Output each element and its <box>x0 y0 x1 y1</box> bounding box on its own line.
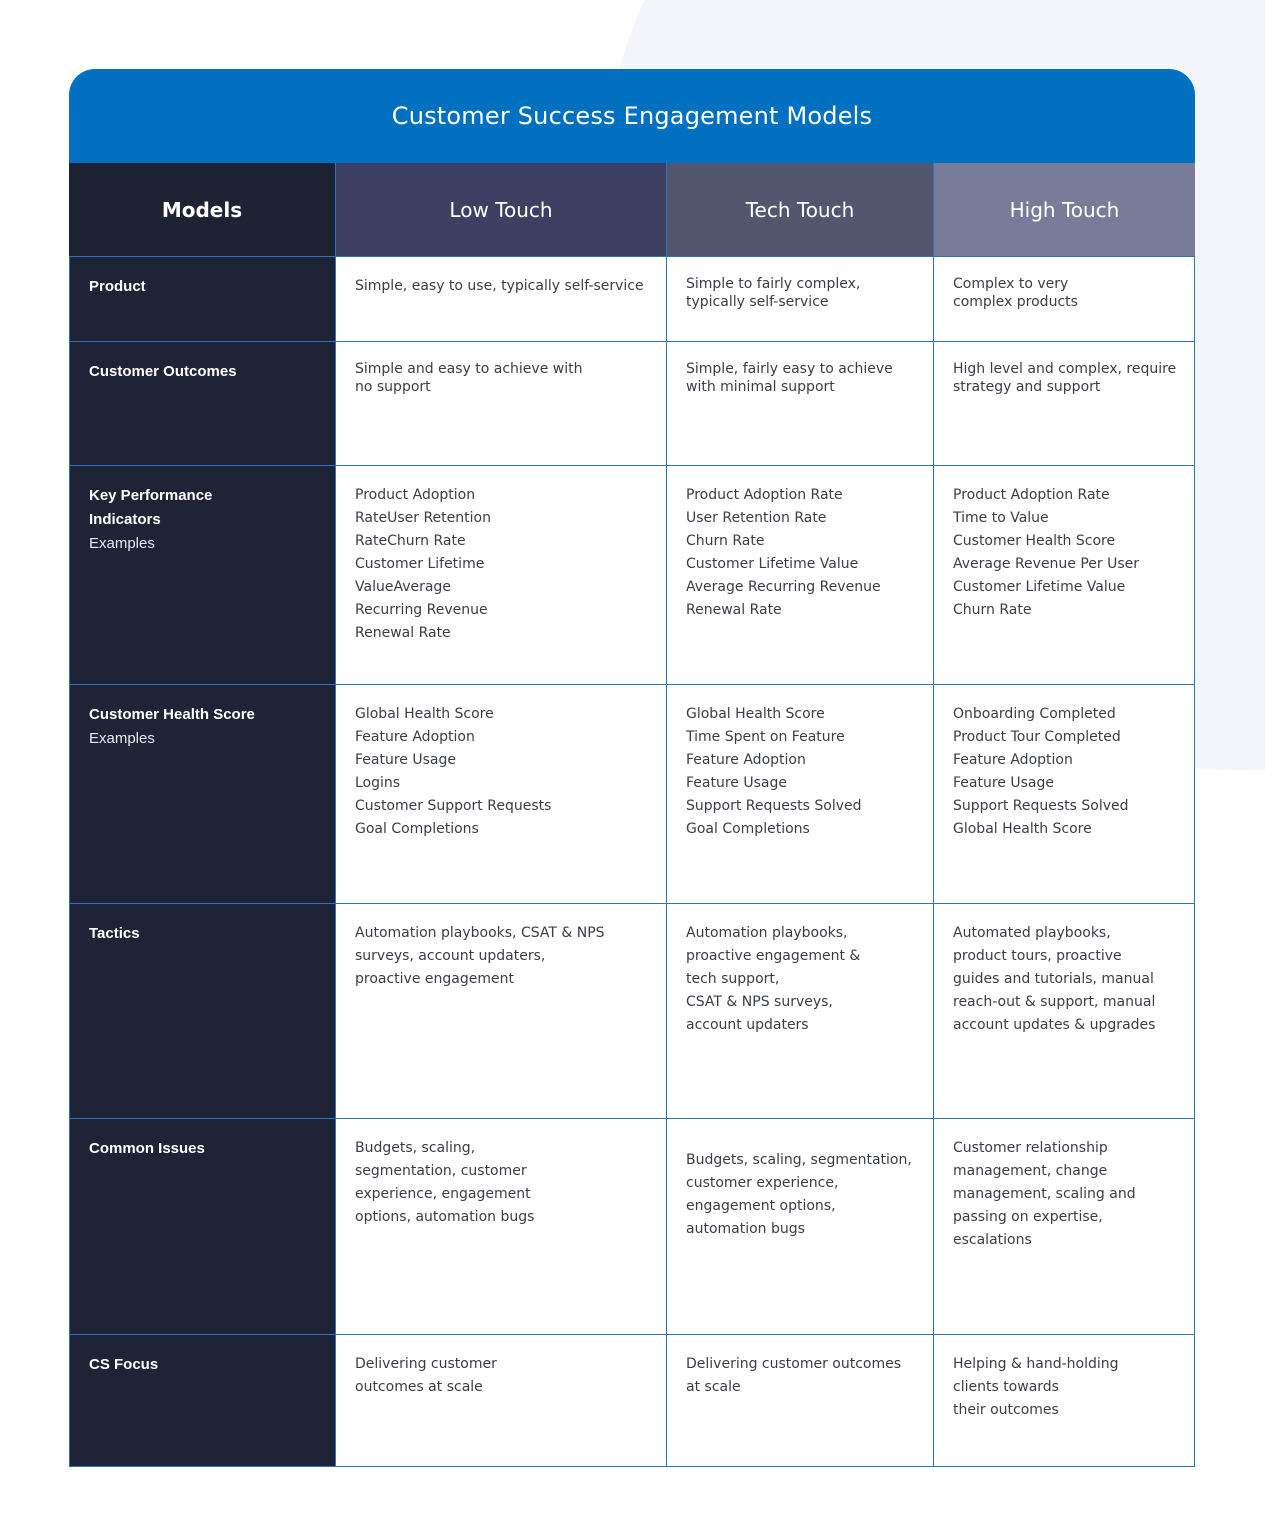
cell-line: Churn Rate <box>953 602 1032 618</box>
cell-line: Feature Usage <box>953 775 1054 791</box>
cell-low-touch <box>335 342 666 465</box>
cell-line: Delivering customer <box>355 1356 497 1372</box>
cell-line: engagement options, <box>686 1198 836 1214</box>
cell-line: complex products <box>953 294 1078 310</box>
cell-line: Feature Adoption <box>355 729 475 745</box>
cell-line: tech support, <box>686 971 780 987</box>
cell-line: options, automation bugs <box>355 1209 535 1225</box>
row-customer-outcomes <box>69 342 1195 466</box>
cell-line: account updaters <box>686 1017 809 1033</box>
row-kpi <box>69 466 1195 685</box>
row-customer-health-score <box>69 685 1195 904</box>
row-tactics <box>69 904 1195 1119</box>
cell-line: Complex to very <box>953 276 1069 292</box>
row-cs-focus <box>69 1335 1195 1467</box>
cell-line: Customer Lifetime Value <box>953 579 1126 595</box>
row-label <box>69 685 335 903</box>
row-label-sub: Examples <box>89 535 155 552</box>
cell-line: Simple, fairly easy to achieve <box>686 361 893 377</box>
cell-line: clients towards <box>953 1379 1059 1395</box>
cell-line: Customer Health Score <box>953 533 1116 549</box>
cell-line: Renewal Rate <box>686 602 782 618</box>
cell-line: management, scaling and <box>953 1186 1136 1202</box>
cell-line: Time to Value <box>953 510 1049 526</box>
header-high-touch: High Touch <box>933 163 1195 256</box>
cell-line: experience, engagement <box>355 1186 531 1202</box>
cell-line: Product Adoption Rate <box>953 487 1110 503</box>
cell-high-touch <box>933 904 1195 1118</box>
cell-line: account updates & upgrades <box>953 1017 1156 1033</box>
cell-line: proactive engagement <box>355 971 514 987</box>
cell-tech-touch <box>666 1119 933 1334</box>
cell-line: Delivering customer outcomes <box>686 1356 902 1372</box>
cell-low-touch <box>335 685 666 903</box>
cell-low-touch <box>335 257 666 341</box>
cell-line: Goal Completions <box>355 821 479 837</box>
cell-line: CSAT & NPS surveys, <box>686 994 833 1010</box>
cell-line: customer experience, <box>686 1175 839 1191</box>
cell-line: guides and tutorials, manual <box>953 971 1154 987</box>
cell-line: Automation playbooks, CSAT & NPS <box>355 925 605 941</box>
row-label-name: Indicators <box>89 511 161 528</box>
cell-line: reach-out & support, manual <box>953 994 1156 1010</box>
cell-tech-touch <box>666 257 933 341</box>
header-models: Models <box>69 163 335 256</box>
header-tech-touch: Tech Touch <box>666 163 933 256</box>
cell-line: Time Spent on Feature <box>686 729 845 745</box>
cell-low-touch <box>335 1119 666 1334</box>
cell-line: Customer relationship <box>953 1140 1108 1156</box>
cell-high-touch <box>933 685 1195 903</box>
cell-line: Budgets, scaling, <box>355 1140 476 1156</box>
cell-high-touch <box>933 1119 1195 1334</box>
title-bar <box>69 69 1195 163</box>
cell-line: Feature Adoption <box>953 752 1073 768</box>
cell-line: no support <box>355 379 431 395</box>
cell-line: Simple to fairly complex, <box>686 276 861 292</box>
header-low-touch: Low Touch <box>335 163 666 256</box>
cell-line: Automated playbooks, <box>953 925 1111 941</box>
cell-line: automation bugs <box>686 1221 805 1237</box>
cell-line: Support Requests Solved <box>686 798 862 814</box>
cell-line: Feature Adoption <box>686 752 806 768</box>
cell-line: with minimal support <box>686 379 835 395</box>
header-row <box>69 163 1195 257</box>
cell-line: Product Tour Completed <box>953 729 1121 745</box>
cell-high-touch <box>933 466 1195 684</box>
cell-line: product tours, proactive <box>953 948 1122 964</box>
row-label-name: Customer Health Score <box>89 706 255 723</box>
cell-line: Average Recurring Revenue <box>686 579 881 595</box>
row-label <box>69 904 335 1118</box>
cell-line: Average Revenue Per User <box>953 556 1140 572</box>
row-common-issues <box>69 1119 1195 1335</box>
row-label <box>69 257 335 341</box>
row-label-name: CS Focus <box>89 1356 159 1373</box>
cell-high-touch <box>933 342 1195 465</box>
cell-line: High level and complex, require <box>953 361 1177 377</box>
row-label-name: Key Performance <box>89 487 213 504</box>
cell-line: Global Health Score <box>953 821 1092 837</box>
cell-line: RateChurn Rate <box>355 533 466 549</box>
cell-line: Helping & hand-holding <box>953 1356 1119 1372</box>
cell-line: Feature Usage <box>355 752 456 768</box>
cell-line: Budgets, scaling, segmentation, <box>686 1152 912 1168</box>
row-label-name: Tactics <box>89 925 140 942</box>
cell-line: Simple, easy to use, typically self-service <box>355 278 644 294</box>
cell-line: Renewal Rate <box>355 625 451 641</box>
cell-low-touch <box>335 904 666 1118</box>
cell-high-touch <box>933 1335 1195 1466</box>
cell-line: Automation playbooks, <box>686 925 848 941</box>
row-label-name: Product <box>89 278 146 295</box>
cell-tech-touch <box>666 904 933 1118</box>
cell-line: Global Health Score <box>355 706 494 722</box>
cell-line: strategy and support <box>953 379 1101 395</box>
cell-tech-touch <box>666 685 933 903</box>
cell-line: User Retention Rate <box>686 510 827 526</box>
row-label-sub: Examples <box>89 730 155 747</box>
cell-line: management, change <box>953 1163 1108 1179</box>
cell-line: proactive engagement & <box>686 948 861 964</box>
cell-line: at scale <box>686 1379 741 1395</box>
cell-line: their outcomes <box>953 1402 1059 1418</box>
cell-line: Churn Rate <box>686 533 765 549</box>
cell-tech-touch <box>666 1335 933 1466</box>
table-title: Customer Success Engagement Models <box>391 102 873 130</box>
cell-line: ValueAverage <box>355 579 451 595</box>
cell-line: typically self-service <box>686 294 829 310</box>
cell-line: Onboarding Completed <box>953 706 1116 722</box>
cell-tech-touch <box>666 342 933 465</box>
cell-line: Goal Completions <box>686 821 810 837</box>
cell-line: passing on expertise, <box>953 1209 1103 1225</box>
cell-line: Global Health Score <box>686 706 825 722</box>
row-label <box>69 1119 335 1334</box>
cell-line: segmentation, customer <box>355 1163 527 1179</box>
cell-low-touch <box>335 466 666 684</box>
cell-line: Product Adoption Rate <box>686 487 843 503</box>
cell-line: Logins <box>355 775 401 791</box>
cell-line: Simple and easy to achieve with <box>355 361 583 377</box>
row-label <box>69 342 335 465</box>
cell-line: RateUser Retention <box>355 510 491 526</box>
cell-tech-touch <box>666 466 933 684</box>
cell-line: Customer Lifetime Value <box>686 556 859 572</box>
comparison-table <box>69 69 1195 1467</box>
row-label-name: Customer Outcomes <box>89 363 237 380</box>
cell-line: Feature Usage <box>686 775 787 791</box>
cell-line: Customer Lifetime <box>355 556 485 572</box>
cell-line: outcomes at scale <box>355 1379 483 1395</box>
cell-line: escalations <box>953 1232 1032 1248</box>
cell-line: surveys, account updaters, <box>355 948 546 964</box>
row-product <box>69 257 1195 342</box>
cell-line: Customer Support Requests <box>355 798 552 814</box>
row-label <box>69 466 335 684</box>
cell-line: Recurring Revenue <box>355 602 488 618</box>
cell-line: Support Requests Solved <box>953 798 1129 814</box>
cell-low-touch <box>335 1335 666 1466</box>
row-label-name: Common Issues <box>89 1140 205 1157</box>
cell-line: Product Adoption <box>355 487 476 503</box>
cell-high-touch <box>933 257 1195 341</box>
row-label <box>69 1335 335 1466</box>
